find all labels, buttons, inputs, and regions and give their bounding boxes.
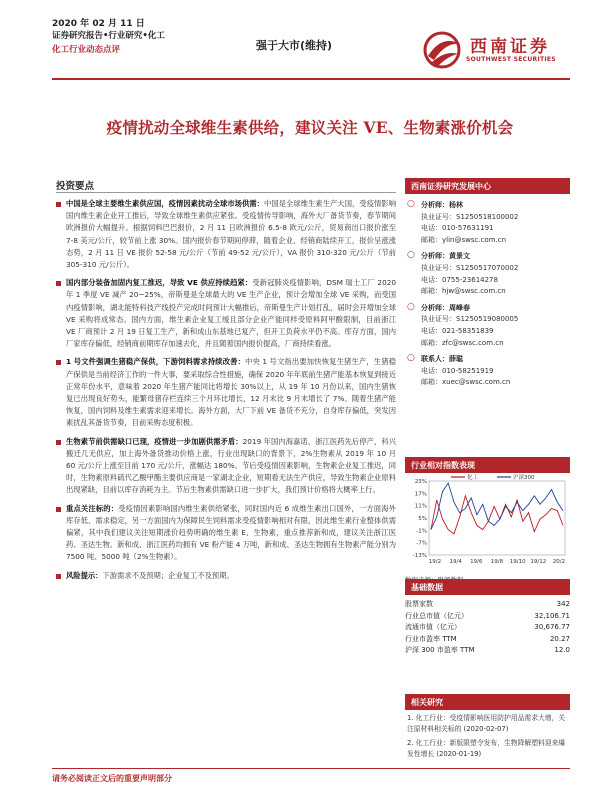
basic-data-heading: 基础数据 <box>405 579 570 595</box>
logo-text-en: SOUTHWEST SECURITIES <box>466 56 556 63</box>
analyst-entry <box>407 200 570 246</box>
analyst-email: 邮箱：zfc@swsc.com.cn <box>421 338 504 347</box>
analyst-phone: 电话：0755-23614278 <box>421 275 498 284</box>
x-tick-label: 19/10 <box>509 559 526 565</box>
row-value: 20.27 <box>549 634 570 643</box>
legend-label-chemical: 化工 <box>467 475 479 481</box>
y-tick-label: 11% <box>414 503 427 510</box>
chart-heading: 行业相对指数表现 <box>405 457 570 473</box>
bullet-text: 受新冠肺炎疫情影响，DSM 瑞士工厂 2020 年 1 季度 VE 减产 20~25%，帝斯曼是全球最大的 VE 生产企业，预计会增加全球 VE 采购，而受国内疫情影响，湖北能特科技产线投产完成时间预计大幅推后，帝斯曼生产计划打乱，届时会开增加全球 VE 采购将成常态。国内方面，维生素企业复工缓且部分企业产能同样受原料阿甲酸限制，目前浙江 VE 厂商预计 2 月 19 日复工生产，新和成山东基地已复产，但开工负荷水平仍不高。库存方面，国内厂家库存偏低，经销商前期库存加速去化，并且随着国内报价提高，厂商持续看涨。 <box>66 278 396 349</box>
related-report-date: (2020-02-07) <box>463 725 509 733</box>
x-tick-label: 19/8 <box>490 559 504 565</box>
basic-data-panel <box>405 579 570 657</box>
research-team-panel <box>405 178 570 394</box>
table-row <box>405 611 570 623</box>
related-report-link[interactable] <box>405 738 570 760</box>
analyst-entry <box>407 303 570 349</box>
analyst-name: ○ 分析师：黄景文 <box>421 252 470 261</box>
table-row <box>405 645 570 657</box>
y-tick-label: 23% <box>414 479 427 485</box>
analyst-name: ○ 联系人：薛聪 <box>421 355 463 364</box>
analyst-phone: 电话：010-58251919 <box>421 366 494 375</box>
bullet-lead: 国内部分装备加固内复工推迟，导致 VE 供应持续趋紧： <box>66 278 253 288</box>
bullet-text: 中央 1 号文指出要加快恢复生猪生产，生猪稳产保供是当前经济工作的一件大事，要采取综合性措施，确保 2020 年年底前生猪产能基本恢复到接近正常年份水平，意味着 2020 年生猪产能同比将增长 30%以上，从 19 年 10 月份以来，国内生猪恢复已出现良好势头，能繁母猪存栏连续三个月环比增长，12 月末比 9 月末增长了 7%。随着生猪产能恢复，国内饲料及维生素需求迎来增长。海外方面，大厂下前 VE 备货不充分，自身库存偏低，突发因素扰乱其备货节奏，目前采购态度积极。 <box>66 357 396 428</box>
summary-body <box>56 198 396 588</box>
x-tick-label: 19/12 <box>530 559 547 565</box>
y-tick-label: 17% <box>414 491 427 498</box>
relative-index-chart <box>405 473 570 569</box>
row-value: 30,676.77 <box>534 623 570 631</box>
x-tick-label: 19/2 <box>428 559 442 565</box>
report-date: 2020 年 02 月 11 日 <box>52 19 145 29</box>
industry-rating: 强于大市(维持) <box>256 39 333 52</box>
analyst-email: 邮箱：xuec@swsc.com.cn <box>421 378 511 387</box>
header-divider <box>52 78 570 80</box>
bullet-text: 2019 年国内海嘉诺、浙江医药先后停产，科兴搬迁几无供应，加上海外备货推动价格上涨，行业出现缺口的背景下，2%生物素从 2019 年 10 月 60 元/公斤上涨至目前 170 元/公斤，涨幅达 180%。节后受疫情因素影响，生物素企业复工推迟，同时，生物素原料硫代乙酸甲酯主要供应商是一家湖北企业，短期看无法生产供应，导致生物素企业原料出现紧缺，目前以库存消耗为主。节后生物素供需缺口进一步扩大，我们预计价格将大概率上行。 <box>66 436 397 495</box>
summary-bullet <box>56 570 396 582</box>
analyst-email: 邮箱：ylin@swsc.com.cn <box>421 235 507 244</box>
related-research-panel <box>405 694 570 760</box>
bullet-lead: 生物素节前供需缺口已现，疫情进一步加剧供需矛盾： <box>66 436 243 446</box>
southwest-securities-logo-icon <box>422 30 466 70</box>
report-category: 证券研究报告•行业研究•化工 <box>52 31 165 41</box>
footer-divider <box>52 768 570 769</box>
table-row <box>405 599 570 611</box>
team-heading: 西南证券研究发展中心 <box>405 178 570 194</box>
summary-divider <box>56 192 396 193</box>
related-report-title: 2. 化工行业：新版限塑令发布，生物降解塑料迎来爆发性增长 <box>407 739 566 758</box>
x-tick-label: 19/4 <box>449 559 462 565</box>
bullet-lead: 1 号文件强调生猪稳产保供，下游饲料需求持续改善： <box>66 357 246 367</box>
row-label: 行业总市值（亿元） <box>405 611 468 620</box>
summary-heading: 投资要点 <box>56 181 95 192</box>
summary-bullet <box>56 503 396 564</box>
analyst-entry <box>407 354 570 389</box>
report-type: 化工行业动态点评 <box>52 45 121 55</box>
analyst-cert: 执业证号：S1250519080005 <box>421 315 519 324</box>
row-label: 沪深 300 市盈率 TTM <box>405 646 475 654</box>
y-tick-label: -13% <box>412 553 427 559</box>
bullet-lead: 中国是全球主要维生素供应国，疫情因素扰动全球市场供需： <box>66 199 265 208</box>
table-row <box>405 634 570 646</box>
y-tick-label: -1% <box>416 528 427 535</box>
bullet-lead: 风险提示： <box>66 570 103 580</box>
related-report-link[interactable] <box>405 713 570 735</box>
bullet-text: 受疫情因素影响国内维生素供给紧张，同时国内近 6 成维生素出口国外，一方面海外库存低、需求稳定，另一方面国内为保障民生饲料需求受疫情影响相对有限，因此维生素行业整体供需偏紧，其中我们建议关注短期涨价趋势明确的维生素 E、生物素，重点推荐新和成，建议关注浙江医药、圣达生物。新和成、浙江医药均拥有 VE 粉产能 4 万吨，新和成、圣达生物拥有生物素产能分别为 7500 吨、5000 吨（2%生物素）。 <box>66 503 397 562</box>
analyst-cert: 执业证号：S1250517070002 <box>421 263 519 272</box>
x-tick-label: 20/2 <box>552 559 566 565</box>
related-heading: 相关研究 <box>405 694 570 710</box>
table-row <box>405 622 570 634</box>
plot-frame <box>429 481 565 555</box>
series-line-hs300 <box>431 483 563 529</box>
analyst-phone: 电话：010-57631191 <box>421 224 494 233</box>
summary-bullet <box>56 436 396 497</box>
legend-label-hs300: 沪深300 <box>513 475 535 481</box>
summary-bullet <box>56 356 396 429</box>
bullet-text: 中国是全球维生素生产大国，受疫情影响国内维生素企业开工推后，导致全球维生素供应紧张。受疫情传导影响，海外大厂备货节奏，春节期间欧洲报价大幅提升。根据饲料巴巴报价，2 月 11 日欧洲报价 6.5-8 欧元/公斤，贸易商出口报价涨至 7-8 美元/公斤，较节前上涨 30%。国内报价春节期间停滞，随着企业、经销商陆续开工，报价呈涨涨态势，2 月 11 日 VE 报价 52-58 元/公斤（节前 49-52 元/公斤），VA 报价 310-320 元/公斤（节前 305-310 元/公斤）。 <box>66 199 397 270</box>
y-tick-label: -7% <box>416 540 427 547</box>
analyst-email: 邮箱：hjw@swsc.com.cn <box>421 287 506 296</box>
analyst-name: ○ 分析师：杨林 <box>421 201 463 209</box>
row-value: 12.0 <box>554 646 570 654</box>
basic-data-table <box>405 599 570 657</box>
footer-disclaimer: 请务必阅读正文后的重要声明部分 <box>52 774 172 783</box>
y-tick-label: 5% <box>418 516 427 522</box>
analyst-phone: 电话：021-58351839 <box>421 326 494 335</box>
series-line-chemical <box>431 496 563 534</box>
bullet-text: 下游需求不及预期；企业复工不及预期。 <box>102 570 234 580</box>
summary-bullet <box>56 277 396 350</box>
related-report-title: 1. 化工行业：受疫情影响医用防护用品需求大增，关注原材料相关标的 <box>407 714 566 733</box>
summary-bullet <box>56 198 396 271</box>
x-tick-label: 19/6 <box>470 559 483 565</box>
relative-index-panel <box>405 457 570 584</box>
row-label: 流通市值（亿元） <box>405 623 461 631</box>
report-title: 疫情扰动全球维生素供给，建议关注 VE、生物素涨价机会 <box>106 118 514 137</box>
analyst-cert: 执业证号：S1250518100002 <box>421 212 519 221</box>
analyst-list <box>405 200 570 389</box>
analyst-name: ○ 分析师：周峰春 <box>421 303 470 312</box>
analyst-entry <box>407 251 570 297</box>
row-value: 32,106.71 <box>534 611 570 620</box>
logo-text-cn: 西南证券 <box>470 37 550 57</box>
row-label: 股票家数 <box>405 600 433 608</box>
bullet-lead: 重点关注标的： <box>66 503 119 513</box>
related-report-date: (2020-01-19) <box>436 750 482 758</box>
row-value: 342 <box>556 600 570 608</box>
row-label: 行业市盈率 TTM <box>405 634 457 643</box>
